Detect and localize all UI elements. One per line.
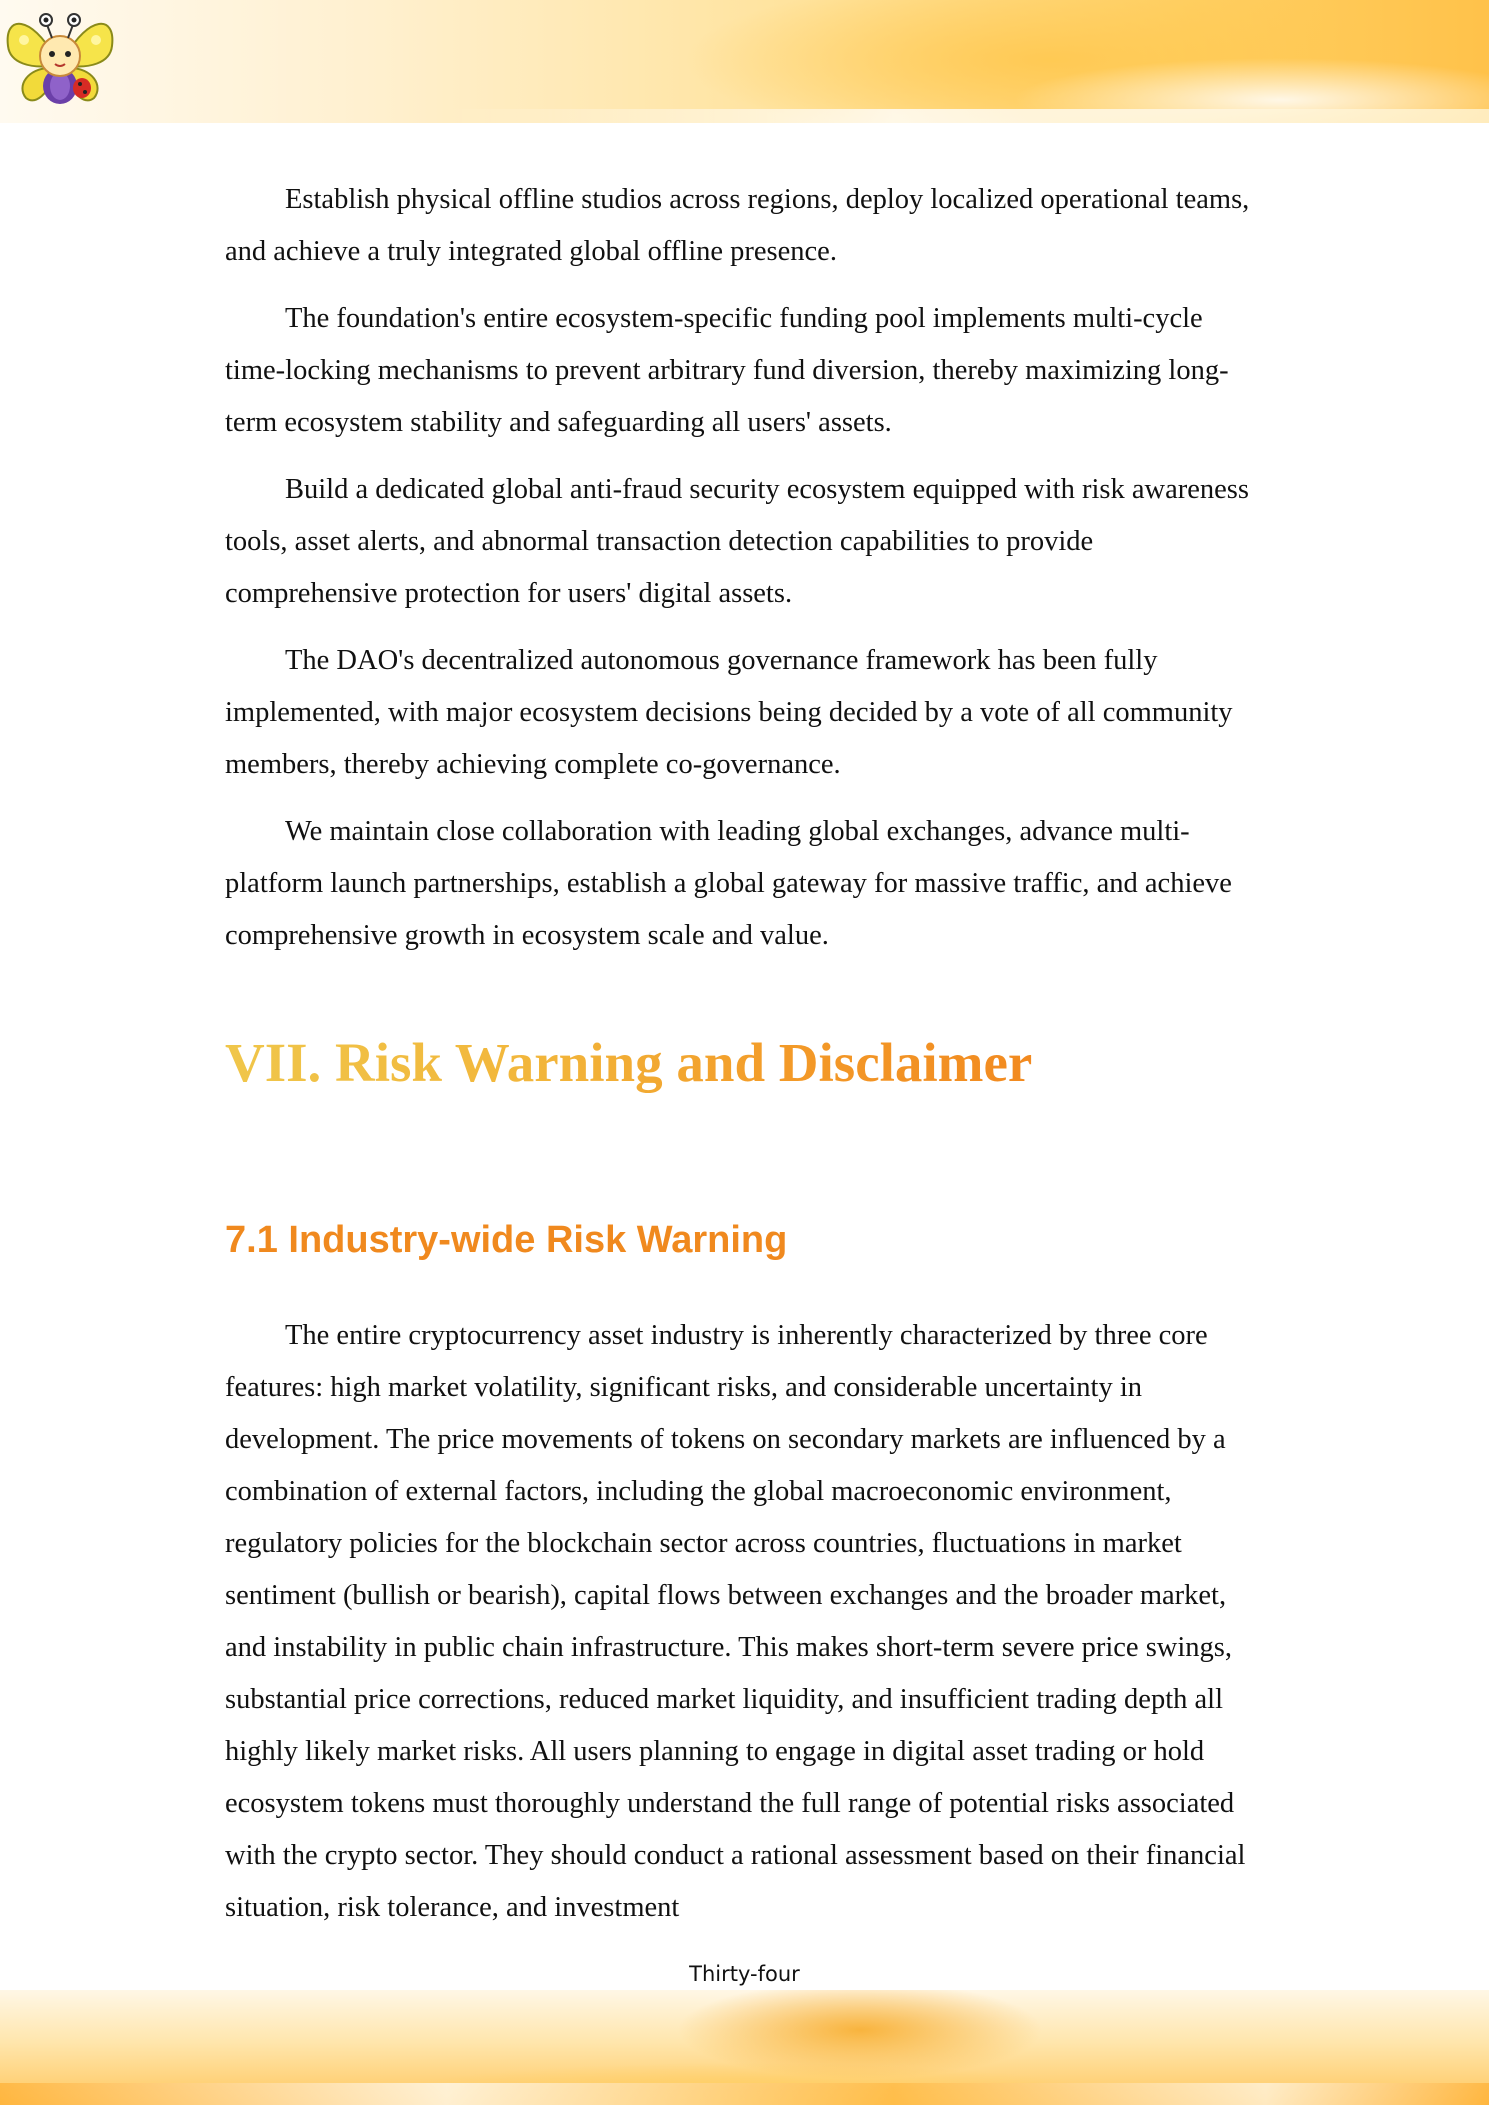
paragraph-offline-studios: Establish physical offline studios across regions, deploy localized operational teams, and achieve a truly integrated global offline presence. bbox=[225, 184, 1250, 267]
spacer bbox=[225, 1265, 1265, 1310]
paragraph-dao-governance: The DAO's decentralized autonomous governance framework has been fully implemented, with major ecosystem decisions being decided by a vote of all community members, thereby achieving complete co-governance. bbox=[225, 645, 1233, 780]
subsection-title: 7.1 Industry-wide Risk Warning bbox=[225, 1219, 788, 1261]
header-banner bbox=[0, 0, 1489, 123]
section-title: VII. Risk Warning and Disclaimer bbox=[225, 1027, 1032, 1099]
paragraph-funding-pool: The foundation's entire ecosystem-specific funding pool implements multi-cycle time-locking mechanisms to prevent arbitrary fund diversion, thereby maximizing long-term ecosystem stability and safeguarding all users' assets. bbox=[225, 303, 1229, 438]
footer-glow bbox=[0, 2083, 1489, 2105]
paragraph-industry-risk: The entire cryptocurrency asset industry is inherently characterized by three core features: high market volatility, significant risks, and considerable uncertainty in development. The price movements of tokens on secondary markets are influenced by a combination of external factors, including the global macroeconomic environment, regulatory policies for the blockchain sector across countries, fluctuations in market sentiment (bullish or bearish), capital flows between exchanges and the broader market, and instability in public chain infrastructure. This makes short-term severe price swings, substantial price corrections, reduced market liquidity, and insufficient trading depth all highly likely market risks. All users planning to engage in digital asset trading or hold ecosystem tokens must thoroughly understand the full range of potential risks associated with the crypto sector. They should conduct a rational assessment based on their financial situation, risk tolerance, and investment bbox=[225, 1320, 1246, 1923]
page-content bbox=[225, 174, 1265, 1949]
banner-sparkle bbox=[0, 109, 1489, 123]
butterfly-mascot-icon bbox=[2, 6, 118, 110]
paragraph-anti-fraud: Build a dedicated global anti-fraud security ecosystem equipped with risk awareness tools, asset alerts, and abnormal transaction detection capabilities to provide comprehensive protection for users' digital assets. bbox=[225, 474, 1249, 609]
page-number: Thirty-four bbox=[689, 1962, 800, 1986]
paragraph-exchanges: We maintain close collaboration with leading global exchanges, advance multi-platform launch partnerships, establish a global gateway for massive traffic, and achieve comprehensive growth in ecosystem scale and value. bbox=[225, 816, 1232, 951]
footer-banner bbox=[0, 1990, 1489, 2105]
